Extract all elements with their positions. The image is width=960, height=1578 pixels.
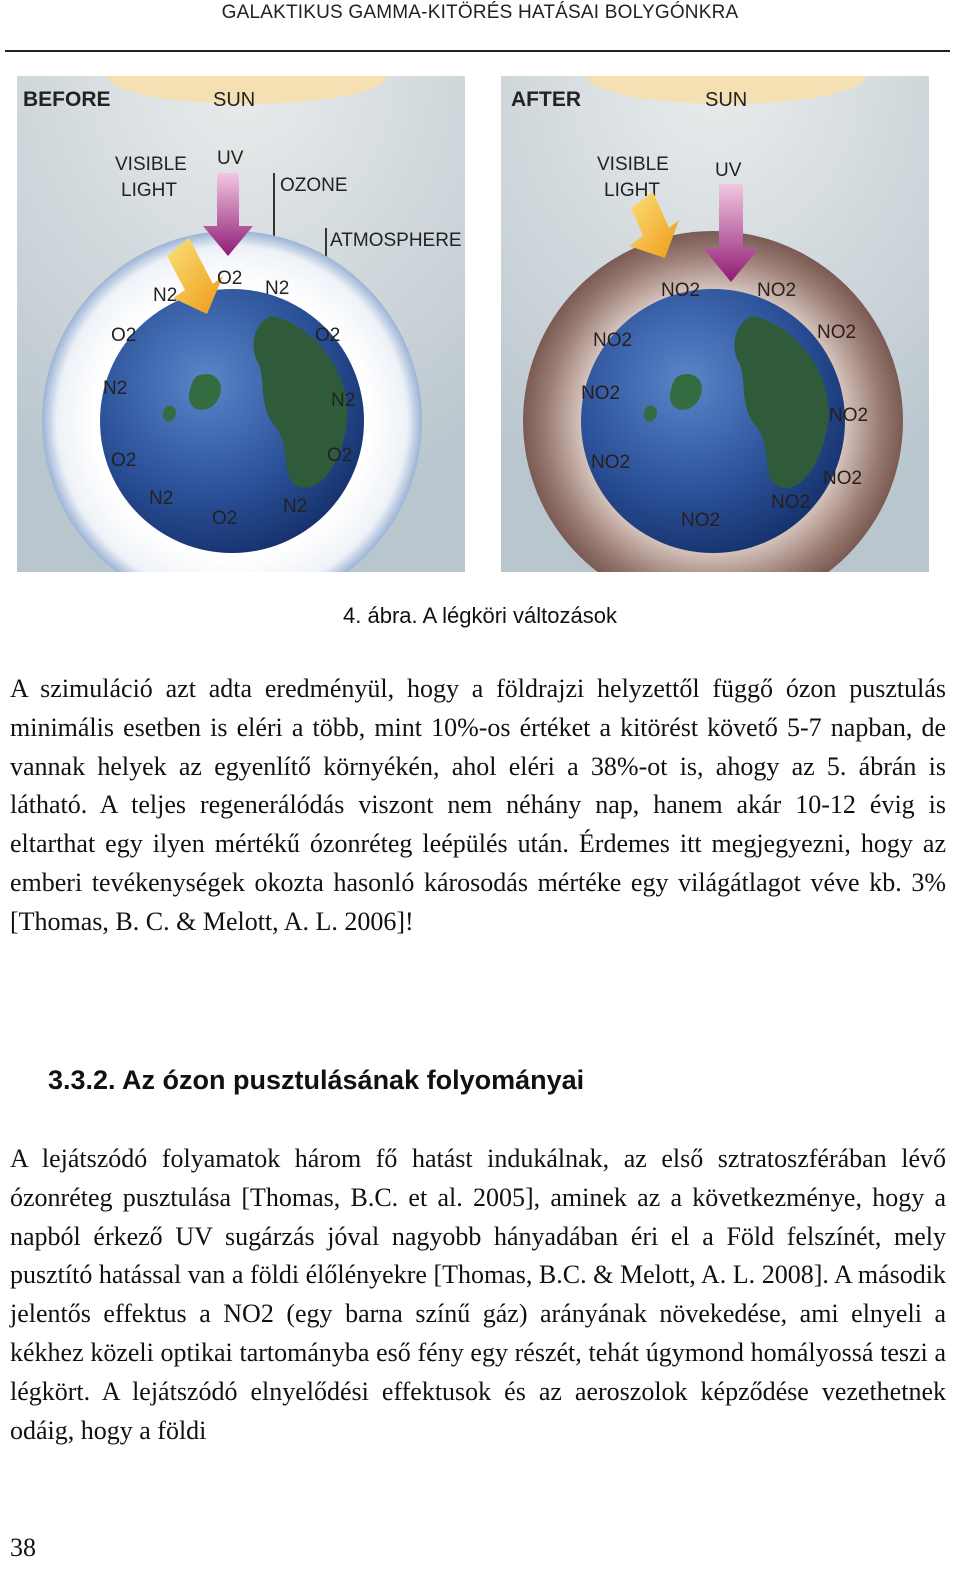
molecule-label: O2 <box>217 268 243 289</box>
molecule-label: NO2 <box>829 405 869 426</box>
page-number: 38 <box>10 1533 36 1562</box>
before-panel <box>17 76 465 572</box>
molecule-label: O2 <box>315 325 341 346</box>
page-header <box>0 0 960 52</box>
molecule-label: NO2 <box>591 452 631 473</box>
visible-label-line1: VISIBLE <box>115 154 187 175</box>
section-heading: 3.3.2. Az ózon pusztulásának folyományai <box>48 1065 585 1095</box>
molecule-label: N2 <box>265 278 290 299</box>
ozone-label: OZONE <box>280 175 348 196</box>
figure-4 <box>17 76 930 572</box>
molecule-label: N2 <box>149 488 174 509</box>
molecule-label: O2 <box>327 445 353 466</box>
running-title: GALAKTIKUS GAMMA-KITÖRÉS HATÁSAI BOLYGÓNKRA <box>221 2 739 23</box>
visible-label-line1: VISIBLE <box>597 154 669 175</box>
before-tag: BEFORE <box>23 88 111 111</box>
atmosphere-label: ATMOSPHERE <box>330 230 462 251</box>
molecule-label: NO2 <box>817 322 857 343</box>
sun-label: SUN <box>213 89 256 111</box>
molecule-label: O2 <box>111 450 137 471</box>
molecule-label: NO2 <box>593 330 633 351</box>
molecule-label: N2 <box>153 285 178 306</box>
molecule-label: NO2 <box>681 510 721 531</box>
after-panel <box>501 76 929 572</box>
molecule-label: NO2 <box>823 468 863 489</box>
molecule-label: NO2 <box>581 383 621 404</box>
molecule-label: N2 <box>103 378 128 399</box>
molecule-label: O2 <box>212 508 238 529</box>
before-illustration <box>17 76 465 572</box>
molecule-label: N2 <box>331 390 356 411</box>
after-illustration <box>501 76 929 572</box>
sun-label: SUN <box>705 89 748 111</box>
uv-label: UV <box>715 160 742 181</box>
molecule-label: NO2 <box>661 280 701 301</box>
figure-caption: 4. ábra. A légköri változások <box>343 603 617 628</box>
body-paragraph-1: A szimuláció azt adta eredményül, hogy a földrajzi helyzettől függő ózon pusztulás minimális esetben is eléri a több, mint 10%-os értéket a kitörést követő 5-7 napban, de vannak helyek az egyenlítő környékén, ahol eléri a 38%-ot is, ahogy az 5. ábrán is látható. A teljes regenerálódás viszont nem néhány nap, hanem akár 10-12 évig is eltarthat egy ilyen mértékű ózonréteg leépülés után. Érdemes itt megjegyezni, hogy az emberi tevékenységek okozta hasonló károsodás mértéke egy világátlagot véve kb. 3% [Thomas, B. C. & Melott, A. L. 2006]! <box>10 674 946 936</box>
molecule-label: NO2 <box>771 492 811 513</box>
visible-label-line2: LIGHT <box>121 180 177 201</box>
header-rule <box>5 50 950 52</box>
molecule-label: O2 <box>111 325 137 346</box>
visible-label-line2: LIGHT <box>604 180 660 201</box>
body-paragraph-2: A lejátszódó folyamatok három fő hatást indukálnak, az első sztratoszférában lévő ózonréteg pusztulása [Thomas, B.C. et al. 2005], aminek az a következménye, hogy a napból érkező UV sugárzás jóval nagyobb hányadában éri el a Föld felszínét, mely pusztító hatással van a földi élőlényekre [Thomas, B.C. & Melott, A. L. 2008]. A második jelentős effektus a NO2 (egy barna színű gáz) arányának növekedése, ami elnyeli a kékhez közeli optikai tartományba eső fény egy részét, tehát úgymond homályossá teszi a légkört. A lejátszódó elnyelődési effektusok és az aeroszolok képződése vezethetnek odáig, hogy a földi <box>10 1144 946 1445</box>
molecule-label: NO2 <box>757 280 797 301</box>
molecule-label: N2 <box>283 496 308 517</box>
after-tag: AFTER <box>511 88 581 111</box>
uv-label: UV <box>217 148 244 169</box>
